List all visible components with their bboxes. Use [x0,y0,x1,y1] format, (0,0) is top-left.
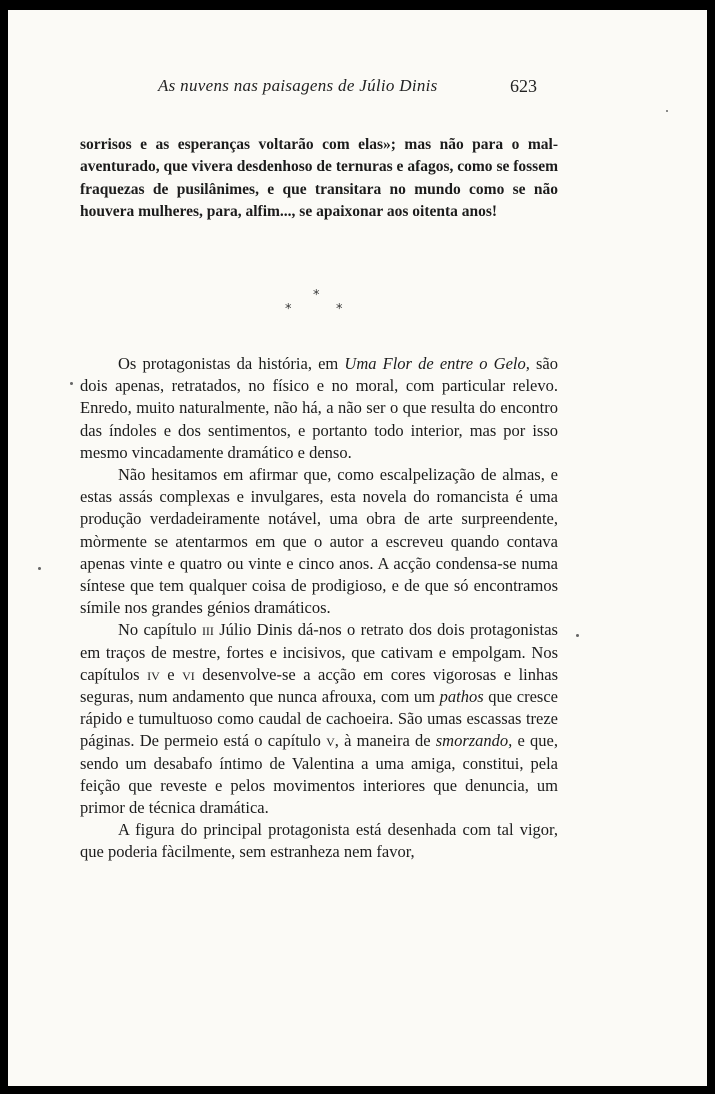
print-speck [70,382,73,385]
opening-line: o mal-aventurado, que vivera desdenhoso de ternuras e [80,136,559,176]
chapter-numeral: v [326,731,335,751]
print-speck [666,110,668,112]
asterisk-top: * [313,288,320,303]
main-text [80,353,558,864]
paragraph-text: Júlio Dinis dá-nos o retrato dos dois protagonistas em traços de mestre, fortes e incisivos, que cativam e empolgam. Nos capítulos [80,620,558,684]
print-speck [38,567,41,570]
paragraph-protagonists [80,353,558,464]
paragraph-assessment [80,464,558,619]
asterisk-right: * [336,302,343,317]
paragraph-text: Os protagonistas da história, em [118,354,345,373]
opening-line: alfim..., se apaixonar aos oitenta anos! [245,203,498,221]
running-head [8,76,707,106]
novel-title: Uma Flor de entre o Gelo, [344,354,530,373]
opening-line: transitara no mundo como se não houvera mulheres, para, [80,180,558,221]
paragraph-text: Não hesitamos em afirmar que, como escalpelização de almas, e estas assás complexas e invulgares, esta novela do romancista é uma produção verdadeiramente notável, uma obra de arte surpreendente, mòrmente se atentarmos em que o autor a escreveu quando contava apenas vinte e quatro ou vinte e cinco anos. A acção condensa-se numa síntese que tem qualquer coisa de prodigioso, e de que só encontramos símile nos grandes génios dramáticos. [80,465,558,618]
opening-line: sorrisos e as esperanças voltarão com elas»; mas não para [80,136,504,153]
opening-line: afagos, como se fossem fraquezas de pusilânimes, e que [80,158,559,198]
running-title: As nuvens nas paisagens de Júlio Dinis [158,76,438,95]
paragraph-text: No capítulo [118,620,202,640]
opening-paragraph [80,134,558,224]
print-speck [576,634,579,637]
paragraph-text: que cresce rápido e tumultuoso como caudal de cachoeira. São umas escassas treze páginas. De permeio está o capítulo [80,687,558,751]
paragraph-protagonist-figure [80,819,558,863]
book-page [8,10,707,1086]
chapter-numeral: iv [147,664,160,684]
paragraph-chapters [80,619,558,819]
page-number: 623 [510,76,537,96]
paragraph-text: e que, sendo um desabafo íntimo de Valentina a uma amiga, constitui, pela feição que reveste e pelos movimentos interiores que denuncia, um primor de técnica dramática. [80,731,558,818]
paragraph-text: são dois apenas, retratados, no físico e no moral, com particular relevo. Enredo, muito naturalmente, não há, a não ser o que resulta do encontro das índoles e dos sentimentos, e portanto todo interior, mas por isso mesmo vincadamente dramático e denso. [80,354,558,462]
paragraph-text: , à maneira de [334,731,436,751]
paragraph-text: e [159,664,183,684]
section-break-asterism [278,288,358,328]
chapter-numeral: iii [201,620,214,640]
paragraph-text: A figura do principal protagonista está desenhada com tal vigor, que poderia fàcilmente, sem estranheza nem favor, [80,820,558,862]
paragraph-text: desenvolve-se a acção em cores vigorosas e linhas seguras, num andamento que nunca afrouxa, com um [80,664,559,707]
asterisk-left: * [285,302,292,317]
italic-term: smorzando, [435,731,513,751]
chapter-numeral: vi [182,664,195,684]
italic-term: pathos [439,687,484,707]
